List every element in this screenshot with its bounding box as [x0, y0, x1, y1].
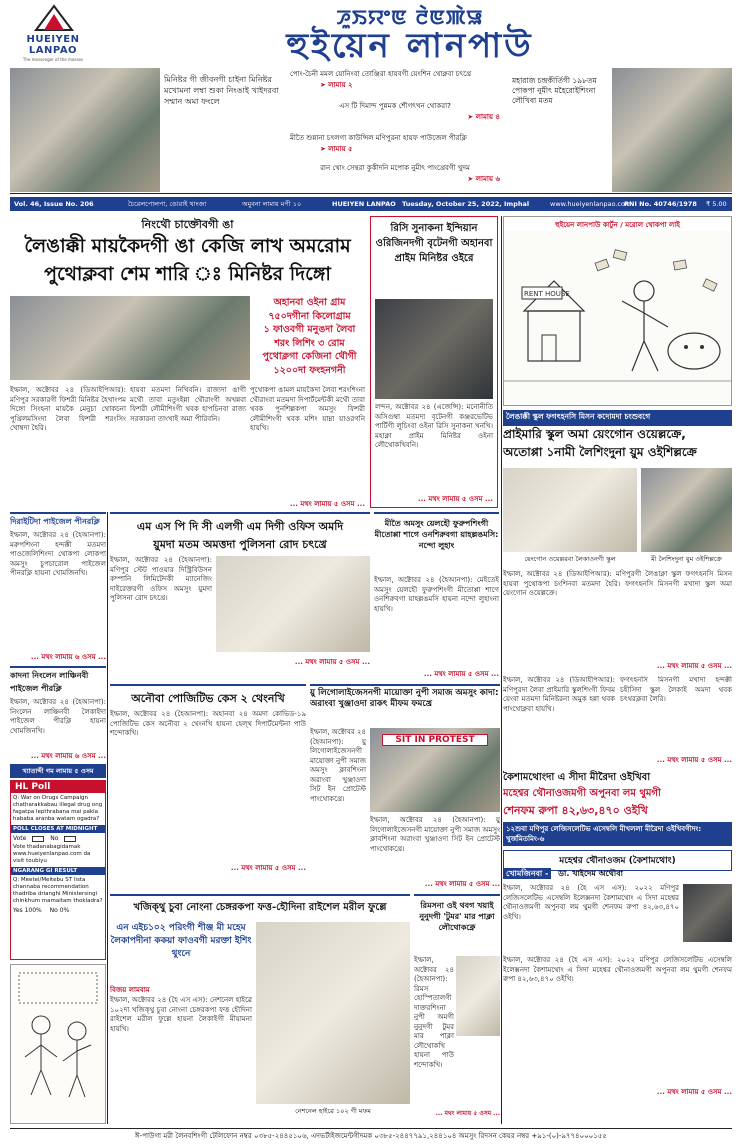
covid-story[interactable]	[110, 684, 306, 874]
lead-body-2: হায়বা মতমদা নিখিবনি। রাজ্যদা ঙাগী মথৌ তাবা মতুংইন্না থৌরাংগী অখন্নবা ফিশরী লৌমীশিংগী থবক হাপচিনবা রাজ্য সরকারনা তাংখাই অমা পীরিবনি।	[130, 386, 246, 423]
website-link[interactable]: www.hueiyenlanpao.com	[550, 200, 632, 208]
top-story-1[interactable]	[290, 70, 500, 91]
cartoon-box	[503, 216, 732, 406]
ratna-body-1: ইম্ফাল, অক্টোবর ২৪ (ডিআইপিআর): মণিপুরদা লৈবা প্রাইমারি স্কুলশিংগী ফিবম য়েংবা মতমদা মিনিষ্টরনা অমুক হন্না থবক পাংথোক্নবা হায়খি।	[503, 676, 615, 713]
cartoon-sign: RENT HOUSE	[524, 290, 570, 298]
diraiti-story[interactable]	[10, 512, 106, 664]
road-headline: খজিক্থু চুবা নোংনা চেঙ্গরকপা ফত্ত-হৌদিনা রাইশেল মরীল ফুল্লে	[133, 902, 387, 913]
road-deck: এন এইচ১০২ পরিংগী শীঞ্জ মী মহেম লৈকাপদীনা ককয়া ফাওবগী মরক্তা ইশিং থুংনে	[110, 923, 252, 959]
poll-question: Q: War on Drugs Campaign chatharakkabau illegal drug ong fagatpa lepthrabana mai pakla hababa aranba watam ogadra?	[13, 795, 103, 822]
poll-no-box[interactable]	[64, 836, 76, 842]
title-bengali: হুইয়েন লানপাউ	[286, 26, 534, 66]
footer: ঈ-পাউগা মরী লৈনবশিংগী টেলিফোন নম্বর ০৩৮৫-২৪৪৫১০৬, এদভর্টাইজমেন্টগীদমক ০৩৮৫-২৪৪৭৭৯১,২৪৪১০৪ অমসুং রিদসন কেয়র নম্বর +৯১-(০)-৯৭৭৪০০০১৫৫	[10, 1128, 732, 1144]
lead-headline-2: পুথোক্লবা শেম শারি ঃ মিনিষ্টর দিঙ্গো	[44, 263, 331, 285]
school-headline-1: প্রাইমারি স্কুল অমা য়েংগোন ওয়েল্লক্রে,	[503, 427, 686, 441]
kaisham-headline-3: শেনফম রুপা ৪২,৬৩,৪৭০ ওইখি	[503, 804, 648, 817]
lead-deck-line-5: পুথোক্লগা কেজিনা থৌগী	[262, 351, 357, 362]
kaisham-portrait	[683, 884, 732, 942]
volume: Vol. 46, Issue No. 206	[14, 200, 94, 208]
top-story-1-text: পোং-চৈনী মমল য়োনিংবা তোঞ্জিরা হায়বগী য়েংশিন থোক্নবা চৎখ্রে	[290, 70, 472, 78]
kaisham-byline-name: ডা. খাইদেম অথৌবা	[558, 869, 623, 878]
top-left-photo	[10, 68, 160, 192]
logo-name: HUEIYEN	[26, 34, 80, 45]
lead-body-3: পুথোকপা ঙামল মায়কৈদা লৈবা শরংশিংনা থৌরাংবা মতমদা দিপার্টমেন্টকী মথৌ তাবা থবক পুনশিল্লকপা অমসুং ফিশরী লৌমীশিংগী থবক মশিং য়াম্না য়াওরগনি হায়খি।	[250, 386, 365, 432]
poll-title: HL Poll	[11, 781, 105, 793]
sunak-body: লন্দন, অক্টোবর ২৪ (এজেন্সি): মনোনীতি অসিগুম্বা মতমদা বৃটেনগী কঞ্জরভেটিভ পার্টিগী লুচিংবা ওইনা রিসি সুনাকনা খনখি। মহাক্না প্রাইম মিনিষ্টর ওইনা লৌথোকখিবনি।	[375, 403, 493, 449]
date-script: চৈরেলপোলপা, ঙোরাই থাংজা	[128, 200, 207, 208]
top-story-3-text: মীতৈ শুন্নানা চৎলগা কাউন্সিল মণিপুরনা হায়ফ পাউজেল পীরক্লি	[290, 134, 467, 142]
meitei-body: ইম্ফাল, অক্টোবর ২৪ (হৈআনপা): মেইতেই অমসুং য়েলহৌ ফুরুপশিংগী মীতোপ্পা শাগে ওনশিরুবগা য়াহল্লঙমসি হায়না নন্দো লুহাংনা হায়খি।	[374, 576, 499, 613]
top-story-band	[0, 68, 741, 192]
poll-vote-box[interactable]	[32, 836, 44, 842]
lead-deck-line-3: ১ ফাওবগী মনুঙদা লৈবা	[263, 324, 356, 335]
poll-vote-info[interactable]: Vote thadanabagidamak www.hueiyenlanpao.com da visit toubiyu	[13, 844, 91, 864]
poll-options	[11, 833, 105, 844]
ratna-body-2: ফগৎহনসি মিসনগী মখাদা হন্দক্কী চহীসিদা স্কুল লৈকাই অমদা থবক চৎথরক্লবা লৈরি।	[620, 676, 732, 703]
lead-story[interactable]	[10, 216, 365, 512]
rule-vertical-2	[501, 216, 502, 1124]
school-photo-2	[641, 468, 732, 552]
poll-closes: POLL CLOSES AT MIDNIGHT	[11, 825, 105, 833]
ratna-story[interactable]	[503, 676, 732, 766]
meitei-headline: মীতৈ অমসুং য়েলহৌ ফুরুপশিংগী মীতোপ্পা শাগে ওনশিরুবগা য়াহল্লঙমসি: নন্দো লুহাং	[374, 519, 499, 550]
lead-kicker: নিংথৌ চাক্তৌবগী ঙা	[141, 218, 234, 231]
covid-continued[interactable]: ... মথং লামায় ৫ ওসম ...	[230, 864, 306, 872]
school-caption-2: মী লৈশিংদুনা য়ুম ওইশিল্লক্রে	[651, 555, 722, 563]
kaishampong-story[interactable]	[503, 770, 732, 1100]
kadana-body: ইম্ফাল, অক্টোবর ২৪ (হৈআনপা): নিংলেন লাঞ্চিনবী লৈকাইদা পাইজেল পীরক্লি হায়না খোমজিনখি।	[10, 698, 106, 735]
lead-deck-line-4: শরং লিশিং ৩ রোম	[274, 337, 345, 349]
school-story[interactable]	[503, 410, 732, 672]
lead-deck-line-2: ৭৫০দগীনা কিলোগ্রাম	[268, 310, 351, 322]
diraiti-body: ইম্ফাল, অক্টোবর ২৪ (হৈআনপা): মরুপশিংনা হন্দক্কী মতমদা পাওজেলিশিংদা থোকপা লোকপা অমসুং চুপচারোল পাইজেল পীনরক্লি হায়না খোমজিনখি।	[10, 531, 106, 577]
rims-body: ইম্ফাল, অক্টোবর ২৪ (হৈআনপা): রিমস হোস্পিতালগী দাক্তরশিংনা নুপী অমগী নুনুদগী টুমর মার পাক্লা লৌথোকখি হায়না পাউ শন্দোকখি।	[414, 956, 454, 1069]
kaisham-body-2: ইম্ফাল, অক্টোবর ২৪ (হৈ এস এস): ২০২২ মণিপুর লেজিসলেটিভ এসেম্বলি ইলেক্সনদা কৈশামথোং এ সিদা মহেশ্বর থৌনাওজমগী অপুনবা লম থুমগী শেনফম রুপা ৪২,৬৩,৪৭০ ওইখি।	[503, 956, 732, 983]
lead-deck-line-6: ১২০০দা ফংহনগনী	[273, 364, 346, 376]
top-story-3[interactable]	[290, 134, 500, 155]
top-story-4-page: ➤ লামায় ৬	[467, 175, 500, 183]
mps-headline-2: য়ুমদা মতম অমত্তদা পুলিসনা রোদ চৎখ্রে	[153, 538, 327, 551]
sunak-story[interactable]	[370, 216, 498, 508]
kaisham-headline-2: মহেশ্বর থৌনাওজমগী অপুনবা লম থুমগী	[503, 788, 661, 799]
poll-vote-label: Vote	[13, 835, 27, 842]
kadana-continued[interactable]: ... মথং লামায় ৬ ওসম ...	[30, 752, 106, 760]
logo[interactable]	[14, 2, 92, 64]
kaisham-byline	[503, 868, 732, 881]
logo-icon	[34, 4, 74, 32]
ad-box[interactable]: খ্যাতাব্দী গম লামায় ৫ ওসম	[10, 764, 106, 778]
school-caption-1: য়েংগোন ওয়েল্লরবা লৈকাওনগী স্কুল	[524, 555, 616, 563]
small-cartoon	[10, 964, 106, 1124]
protest-banner: SIT IN PROTEST	[382, 734, 488, 746]
poll-no-label: No	[50, 835, 59, 842]
lead-deck	[254, 296, 365, 377]
kadana-story[interactable]	[10, 666, 106, 760]
poll-result-title: NGARANG GI RESULT	[11, 867, 105, 875]
top-center-stories	[290, 68, 500, 192]
kaisham-box: মহেশ্বর থৌনাওজম (কৈশামথোং)	[503, 850, 732, 871]
logo-name-2: LANPAO	[28, 45, 78, 56]
kaisham-headline-1: কৈশামথোংদা এ সীদা মীরৈদা ওইখিবা	[503, 772, 651, 783]
protest-continued[interactable]: ... মথং লামায় ৫ ওসম ...	[424, 880, 500, 888]
road-byline: বিজয় লামবাম	[110, 986, 150, 994]
top-story-2[interactable]	[290, 102, 500, 123]
lead-body-1: ইম্ফাল, অক্টোবর ২৪ (ডিআইপিআর): মণিপুর সরকারগী ফিশরী মিনিষ্টর হৈখাংপম দিঙ্গো সিংহনা মায়কৈ মেনুচা থোকচনা পুখ্রিলমসিংদা লৈবা ফিশরী শরংসিং খোম্বদা হৈরি।	[10, 386, 126, 432]
lead-continued[interactable]: ... মথং লামায় ৫ ওসম ...	[289, 500, 365, 508]
small-cartoon-drawing	[11, 965, 105, 1123]
school-kicker: লৈঙাক্কী স্কুল ফগৎহনসি মিসন কদোমদা চংশুবগে	[503, 410, 732, 426]
info-strip	[10, 197, 732, 211]
poll-results	[11, 907, 105, 914]
top-story-1-page: ➤ লামায় ২	[320, 81, 353, 89]
protest-story[interactable]	[310, 684, 500, 890]
mps-headline-1: এম এস পি দি সী এলগী এম দিগী ওফিস অমদি	[136, 520, 344, 533]
rims-photo	[456, 956, 500, 1036]
school-photo-1	[503, 468, 637, 552]
top-right-caption: মহারাজ চন্দ্রকীর্তিগী ১৯৮তম পোকপা নুমীৎ মহৈরোইশিংনা লৌখিবা মতম	[512, 76, 597, 105]
lead-photo	[10, 296, 250, 380]
paper-name: HUEIYEN LANPAO	[332, 200, 396, 208]
road-story[interactable]	[110, 894, 410, 1122]
kadana-heading: কাদনা নিংলেন লাঞ্চিনবী পাইজেল পীরক্লি	[10, 671, 89, 693]
ratna-continued[interactable]: ... মথং লামায় ৫ ওসম ...	[656, 756, 732, 764]
meitei-date: অমুবনা লামায় মপী ১০	[242, 200, 302, 208]
covid-headline: অনৌবা পোজিটিভ কেস ২ থেংনখি	[131, 692, 285, 705]
mps-body: ইম্ফাল, অক্টোবর ২৪ (হৈআনপা): মণিপুর স্টেট পাওয়ার দিস্ট্রিবিউসন কম্পানি লিমিটেদকী ম্যানেজিং দাইরেক্তরগী ওফিস অমসুং য়ুমদা পুলিসনা রোদ চৎখ্রে।	[110, 556, 212, 602]
lead-headline-1: লৈঙাক্কী মায়কৈদগী ঙা কেজি লাখ অমরোম	[24, 235, 351, 257]
poll-result-no: No 0%	[49, 907, 70, 914]
rims-story[interactable]	[414, 894, 500, 1122]
masthead	[0, 0, 741, 66]
title-script: ꯍꯨꯏꯌꯦꯟ ꯂꯥꯟꯄꯥꯎ	[336, 5, 484, 29]
top-story-2-text: এস টি দিমান্দ পুন্নমক শৌগৎখন থোকরা?	[339, 102, 451, 110]
hl-poll	[10, 780, 106, 960]
top-story-3-page: ➤ লামায় ৫	[320, 145, 353, 153]
top-story-4-text: রান থোং সেন্থরা কুকীদনি মপোক নুমীৎ পাংখ্রেবগী খুদম	[320, 164, 470, 172]
sunak-continued[interactable]: ... মথং লামায় ৫ ওসম ...	[417, 495, 493, 503]
diraiti-continued[interactable]: ... মথং লামায় ৬ ওসম ...	[30, 653, 106, 661]
rule-vertical-1	[107, 512, 108, 1124]
rims-headline: রিমসনা ওই থবগ খয়াই নুনুদগী 'টুমর' মার পাক্লা লৌথোকক্নে	[419, 901, 495, 932]
top-story-4[interactable]	[290, 164, 500, 185]
school-continued[interactable]: ... মথং লামায় ৫ ওসম ...	[656, 662, 732, 670]
mps-photo	[216, 556, 370, 652]
road-photo	[256, 922, 410, 1104]
road-caption: নেশনেল হাইৱে ১০২ গী মফম	[295, 1107, 371, 1115]
poll-result-question: Q: Meetei/Meitebu ST lista channaba recommendation thadriba drianghi Ministersingi chinkhum mamaitam thokladra?	[13, 877, 103, 904]
cartoon-drawing	[504, 231, 731, 403]
top-story-2-page: ➤ লামায় ৪	[467, 113, 500, 121]
issue-date: Tuesday, October 25, 2022, Imphal	[402, 200, 530, 208]
kaisham-continued[interactable]: ... মথং লামায় ৫ ওসম ...	[656, 1088, 732, 1096]
logo-tagline: The messenger of the masses	[22, 57, 84, 62]
cartoon-heading: হুইয়েন লানপাউ কার্টুন / মরোল থোকপা লাই	[504, 217, 731, 233]
rule-horizontal-1	[10, 193, 732, 194]
kaisham-sub: ১২শুবা মণিপুর লেজিসলেটিভ এসেম্বলি মীখললা মীরৈদা ওইখিবগীদং: খুর্জমিতমিং-৬	[503, 822, 732, 846]
protest-headline: য়ু লিগোলাইজেসনগী মায়োক্তা নুপী সমাজ অমসুং কাদা: অরাংবা খুঞ্জাওদা রাকৎ মীফম ফমখ্রে	[310, 688, 499, 709]
protest-body-1: ইম্ফাল, অক্টোবর ২৪ (হৈআনপা): য়ু লিগোলাইজেসনগী মায়োক্তা নুপী সমাজ অমসুং ক্লাবশিংনা অরাংবা খুঞ্জাওদা সিট ইন প্রোটেস্ট পাংথোকখ্রে।	[310, 728, 366, 803]
rims-continued[interactable]: ... মথং লামায় ৫ ওসম ...	[435, 1110, 500, 1117]
poll-result-yes: Yes 100%	[13, 907, 42, 914]
road-body: ইম্ফাল, অক্টোবর ২৪ (হৈ এস এস): নেশনেল হাইৱে ১০২দা খজিক্থু চুবা নোংনা চেঙ্গরকপা ফত্ত হৌদিনা রাইশেল মরীল ফুল্লে হায়না লৈকাইগী মীয়ামনা হায়খি।	[110, 996, 252, 1033]
top-right-photo	[612, 68, 732, 192]
school-headline-2: অতোপ্পা ১নামী লৈশিংদুনা য়ুম ওইশিল্লক্রে	[503, 445, 697, 459]
price: ₹ 5.00	[706, 200, 727, 208]
meitei-story[interactable]	[374, 512, 499, 680]
sunak-headline: রিসি সুনাকনা ইন্দিয়ান ওরিজিনদগী বৃটেনগী অহানবা প্রাইম মিনিষ্টর ওইরে	[375, 223, 493, 264]
sunak-photo	[375, 299, 493, 399]
top-left-caption: মিনিষ্টর গী জীবনগী চাইনা মিনিষ্টর মখোমনা লম্বা শুকা নিংঙাই খাইদরবা সম্মান অমা ফংলে	[164, 75, 279, 106]
school-body: ইম্ফাল, অক্টোবর ২৪ (ডিআইপিআর): মণিপুরগী লৈঙাক্না স্কুল ফগৎহনসি মিসন হায়বা পুথোকপা চংশিনবা মতমদা হৈরি। ফগৎহনসি মিসনগী মখাদা স্কুল অমা য়েংগোন ওয়েল্লক্রে।	[503, 570, 732, 597]
mps-continued[interactable]: ... মথং লামায় ৫ ওসম ...	[294, 658, 370, 666]
diraiti-heading: দিরাইটিদা পাইজেল পীনরক্লি	[10, 517, 100, 526]
mps-story[interactable]	[110, 512, 370, 680]
rni-number: RNI No. 40746/1978	[624, 200, 697, 208]
covid-body: ইম্ফাল, অক্টোবর ২৪ (হৈআনপা): অহানবা ২৪ অমদা কোভিড-১৯ পোজিটিভ কেস অনৌবা ২ থেংনখি হায়না হেল্থ দিপার্টমেন্টনা পাউ শন্দোকখি।	[110, 710, 306, 737]
meitei-continued[interactable]: ... মথং লামায় ৫ ওসম ...	[423, 670, 499, 678]
kaisham-body-1: ইম্ফাল, অক্টোবর ২৪ (হৈ এস এস): ২০২২ মণিপুর লেজিসলেটিভ এসেম্বলি ইলেক্সনদা কৈশামথোং এ সিদা মহেশ্বর থৌনাওজমগী অপুনবা লম থুমগী শেনফম রুপা ৪২,৬৩,৪৭০ ওইখি।	[503, 884, 679, 921]
lead-deck-line-1: অহানবা ওইনা গ্রাম	[273, 297, 346, 308]
protest-body-2: ইম্ফাল, অক্টোবর ২৪ (হৈআনপা): য়ু লিগোলাইজেসনগী মায়োক্তা নুপী সমাজ অমসুং ক্লাবশিংনা অরাংবা খুঞ্জাওদা সিট ইন প্রোটেস্ট পাংথোকখ্রে।	[370, 816, 500, 853]
kaisham-byline-label: খোমজিনবা -	[503, 868, 551, 879]
